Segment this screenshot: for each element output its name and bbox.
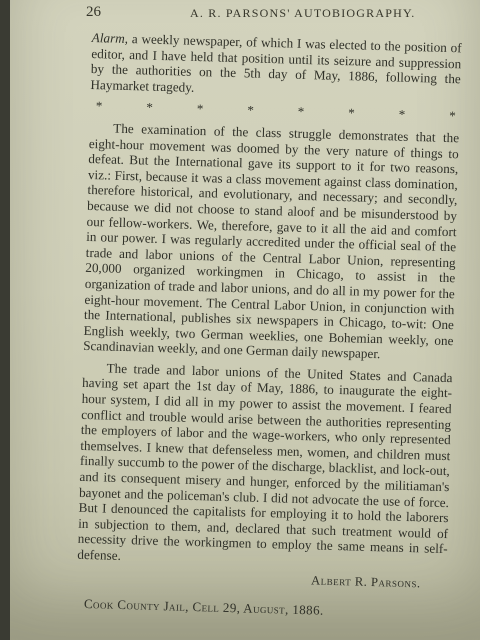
separator-star: * [146, 99, 154, 116]
page-text [76, 30, 462, 622]
paragraph-eight-hour: The trade and labor unions of the United States and Canada having set apart the 1st day of May, 1886, to inaugurate the eight-hour system, I did all in my power to assist the movement. I feared conflict and trouble would arise between the authorities representing the employers of labor and the wage-workers, who only represented themselves. I knew that defenseless men, women, and children must finally succumb to the power of the discharge, blacklist, and lock-out, and its consequent misery and hunger, enforced by the militiaman's bayonet and the policeman's club. I did not advocate the use of force. But I denounced the capitalists for employing it to hold the laborers in subjection to them, and, declared that such treatment would of necessity drive the workingmen to employ the same means in self-defense. [77, 360, 453, 564]
newspaper-title: Alarm, [91, 30, 129, 47]
separator-star: * [398, 106, 406, 123]
running-head: A. R. PARSONS' AUTOBIOGRAPHY. [190, 6, 416, 20]
opening-paragraph [90, 30, 462, 103]
page-number: 26 [86, 4, 101, 20]
separator-star: * [449, 108, 456, 124]
separator-star: * [95, 98, 103, 114]
separator-star: * [348, 105, 355, 121]
page-header [86, 4, 476, 26]
dateline: Cook County Jail, Cell 29, August, 1886. [83, 596, 324, 618]
author-signature: Albert R. Parsons. [310, 572, 421, 590]
separator-star: * [196, 101, 204, 117]
opening-text: a weekly newspaper, of which I was elected to the position of editor, and I have held that position until its seizure and suppression by the authorities on the 5th day of May, 1886, following the Haymarket tragedy. [90, 31, 462, 95]
separator-star: * [247, 102, 255, 118]
paragraph-class-struggle: The examination of the class struggle demonstrates that the eight-hour movement was doomed by the very nature of things to defeat. But the International gave its support to it for two reasons, viz.: First, because it was a class movement against class domination, therefore historical, and evolutionary, and necessary; and secondly, because we did not choose to stand aloof and be misunderstood by our fellow-workers. We, therefore, gave to it all the aid and comfort in our power. I was regularly accredited under the official seal of the trade and labor unions of the Central Labor Union, representing 20,000 organized workingmen in Chicago, to assist in the organization of trade and labor unions, and do all in my power for the eight-hour movement. The Central Labor Union, in conjunction with the International, publishes six newspapers in Chicago, to-wit: One English weekly, two German weeklies, one Bohemian weekly, one Scandinavian weekly, and one German daily newspaper. [82, 120, 460, 362]
separator-star: * [297, 104, 305, 120]
book-page [10, 0, 480, 640]
section-separator [96, 99, 456, 125]
